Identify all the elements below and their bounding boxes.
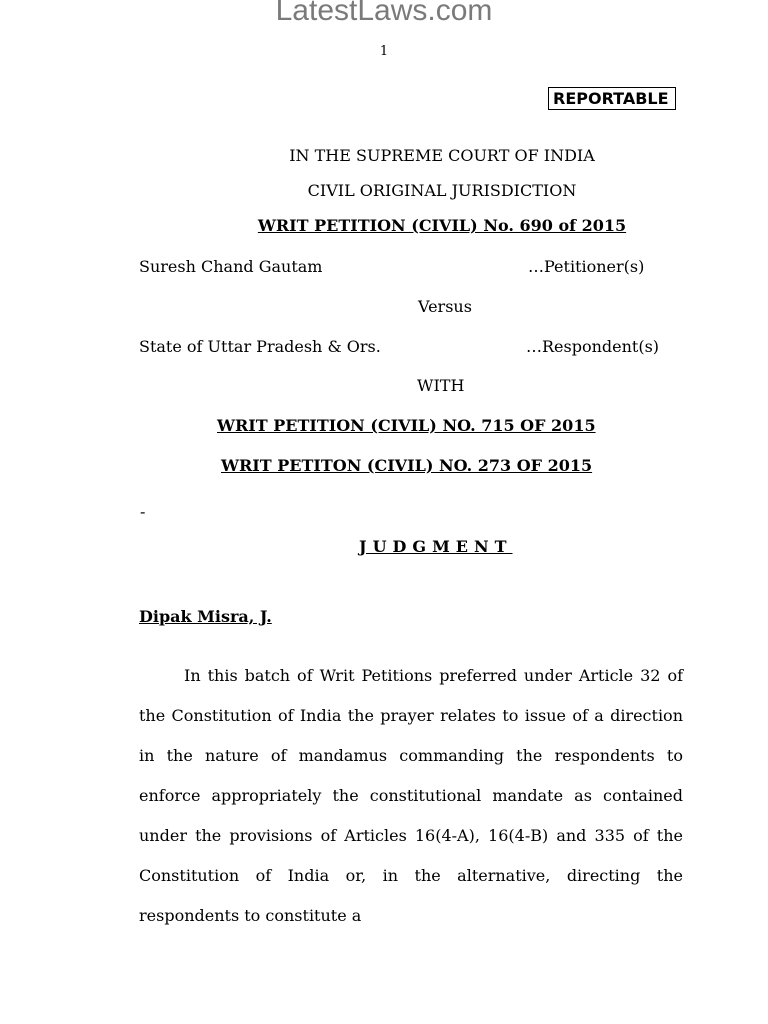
judgment-paragraph bbox=[139, 656, 683, 936]
petition-273-title: WRIT PETITON (CIVIL) NO. 273 OF 2015 bbox=[221, 456, 593, 475]
respondent-name: State of Uttar Pradesh & Ors. bbox=[139, 337, 381, 356]
jurisdiction: CIVIL ORIGINAL JURISDICTION bbox=[307, 181, 577, 200]
petitioner-role: …Petitioner(s) bbox=[528, 257, 645, 276]
court-name: IN THE SUPREME COURT OF INDIA bbox=[289, 146, 595, 165]
petitioner-name: Suresh Chand Gautam bbox=[139, 257, 323, 276]
petition-715-title: WRIT PETITION (CIVIL) NO. 715 OF 2015 bbox=[217, 416, 596, 435]
page-number: 1 bbox=[379, 44, 389, 59]
judgment-heading: JUDGMENT bbox=[359, 537, 513, 556]
dash-mark: - bbox=[140, 502, 146, 521]
respondent-role: …Respondent(s) bbox=[526, 337, 660, 356]
versus: Versus bbox=[418, 297, 472, 316]
watermark: LatestLaws.com bbox=[275, 0, 493, 27]
with-label: WITH bbox=[417, 376, 465, 395]
judge-name: Dipak Misra, J. bbox=[139, 607, 272, 626]
main-petition-title: WRIT PETITION (CIVIL) No. 690 of 2015 bbox=[257, 216, 627, 235]
paragraph-text: In this batch of Writ Petitions preferred under Article 32 of the Constitution of India the prayer relates to issue of a direction in the nature of mandamus commanding the respondents to enforce appropriately the constitutional mandate as contained under the provisions of Articles 16(4-A), 16(4-B) and 335 of the Constitution of India or, in the alternative, directing the respondents to constitute a bbox=[139, 666, 683, 925]
reportable-box: REPORTABLE bbox=[548, 87, 676, 110]
